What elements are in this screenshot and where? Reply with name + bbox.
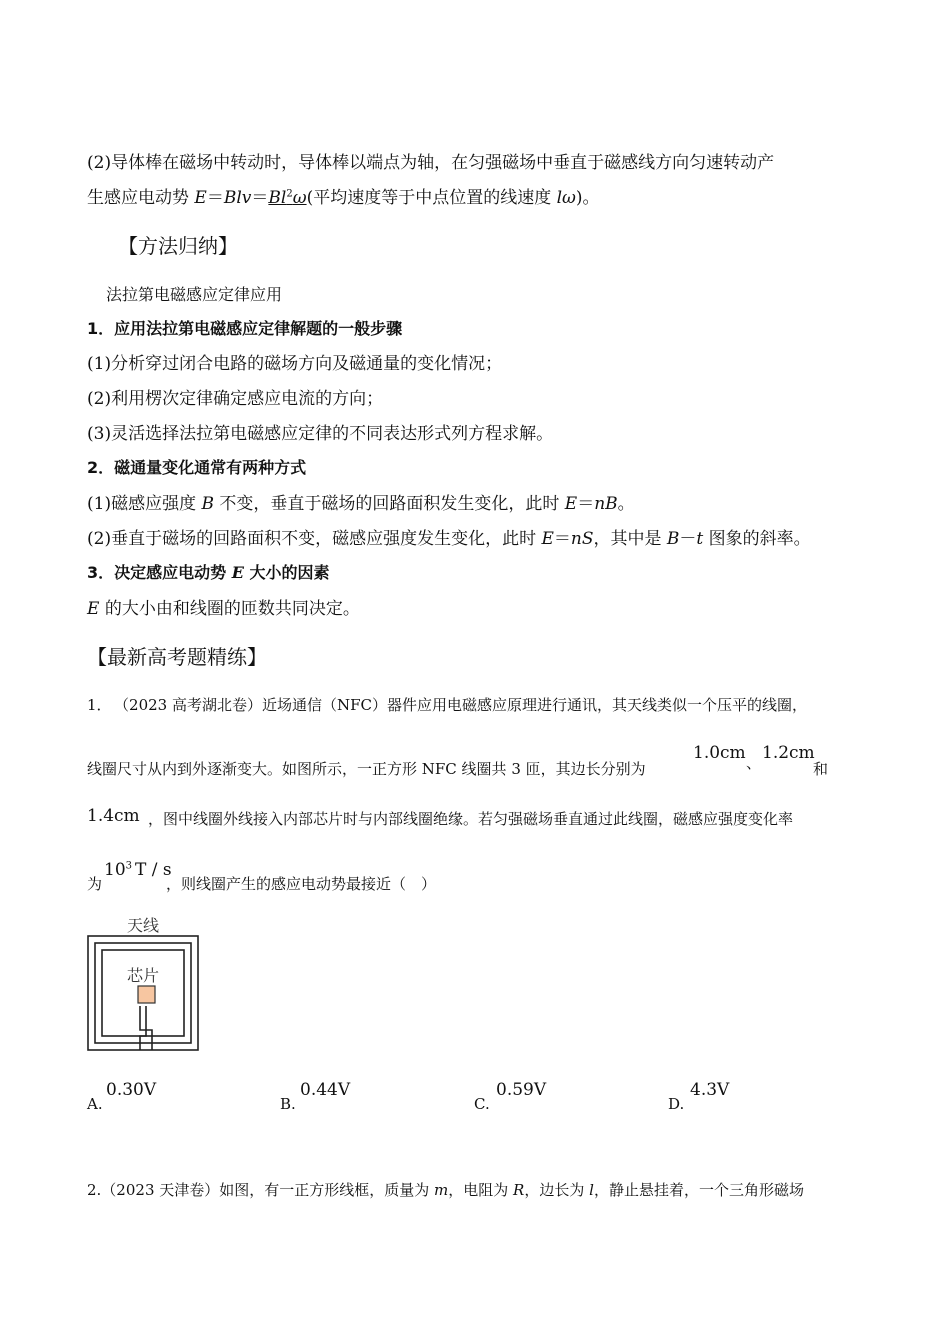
rate-unit: T / s [135, 860, 172, 880]
q1-value-1: 1.0cm [693, 743, 746, 763]
text: 2.（2023 天津卷）如图，有一正方形线框，质量为 [87, 1181, 435, 1199]
text: （2023 高考湖北卷）近场通信（NFC）器件应用电磁感应原理进行通讯，其天线类似一个压平的线圈， [121, 696, 808, 714]
var-lomega: lω [556, 188, 576, 208]
var-t: t [696, 529, 704, 549]
flux-line-1 [87, 489, 635, 514]
var-R: R [513, 1181, 525, 1199]
question-number: 1． [87, 696, 112, 714]
var-E: E [541, 529, 554, 549]
var-B: B [201, 494, 214, 514]
factor-line [87, 594, 360, 619]
option-d-letter[interactable]: D. [668, 1095, 685, 1113]
figure-label-chip: 芯片 [127, 966, 160, 985]
q1-rate [104, 860, 172, 880]
q1-sep: 、 [746, 754, 762, 772]
flux-heading: 2．磁通量变化通常有两种方式 [87, 458, 307, 477]
equals: ＝ [251, 188, 269, 208]
var-Blv: Blv [223, 188, 252, 208]
rate-exponent: 3 [125, 860, 133, 872]
figure-label-antenna: 天线 [127, 916, 160, 935]
var-l: l [589, 1181, 594, 1199]
text: (1)磁感应强度 [87, 494, 202, 514]
rotation-line-2 [87, 183, 600, 208]
exponent: 2 [286, 188, 293, 200]
option-a-letter[interactable]: A. [87, 1095, 103, 1113]
var-E: E [87, 599, 100, 619]
equals: ＝ [206, 188, 224, 208]
text: 大小的因素 [243, 563, 330, 582]
text: )。 [575, 188, 600, 208]
text: (2)垂直于磁场的回路面积不变，磁感应强度发生变化，此时 [87, 529, 542, 549]
text: ，其中是 [593, 529, 667, 549]
option-b-letter[interactable]: B. [280, 1095, 296, 1113]
q1-line-1 [87, 694, 807, 715]
q1-value-3: 1.4cm [87, 806, 140, 826]
steps-heading: 1．应用法拉第电磁感应定律解题的一般步骤 [87, 319, 403, 338]
text: ，电阻为 [448, 1181, 514, 1199]
minus: － [679, 529, 697, 549]
text: 图象的斜率。 [703, 529, 811, 549]
q1-value-2: 1.2cm [762, 743, 815, 763]
var-Bl: Bl [268, 188, 287, 208]
text: 。 [617, 494, 635, 514]
text: ，边长为 [524, 1181, 590, 1199]
step-1: (1)分析穿过闭合电路的磁场方向及磁通量的变化情况； [87, 354, 503, 374]
var-B: B [666, 529, 680, 549]
method-heading: 【方法归纳】 [118, 234, 238, 258]
formula-blank [268, 188, 306, 208]
factor-heading [87, 560, 330, 583]
text: ，静止悬挂着，一个三角形磁场 [593, 1181, 804, 1199]
rate-base: 10 [104, 860, 126, 880]
text: (平均速度等于中点位置的线速度 [306, 188, 557, 208]
q1-and: 和 [813, 760, 829, 778]
equals: ＝ [553, 529, 571, 549]
var-nS: nS [570, 529, 594, 549]
exam-heading: 【最新高考题精练】 [87, 645, 267, 669]
step-3: (3)灵活选择法拉第电磁感应定律的不同表达形式列方程求解。 [87, 424, 554, 444]
method-title: 法拉第电磁感应定律应用 [106, 285, 283, 304]
text: 不变，垂直于磁场的回路面积发生变化，此时 [213, 494, 565, 514]
var-nB: nB [594, 494, 618, 514]
text: 的大小由和线圈的匝数共同决定。 [99, 599, 360, 619]
q2-line-1 [87, 1179, 804, 1200]
option-a-value[interactable]: 0.30V [106, 1080, 157, 1100]
var-omega: ω [292, 188, 307, 208]
var-E: E [231, 563, 244, 582]
option-b-value[interactable]: 0.44V [300, 1080, 351, 1100]
text: 3．决定感应电动势 [87, 563, 232, 582]
chip-square [138, 986, 155, 1003]
text: 生感应电动势 [87, 188, 195, 208]
rotation-line-1: (2)导体棒在磁场中转动时，导体棒以端点为轴，在匀强磁场中垂直于磁感线方向匀速转动产 [87, 153, 775, 173]
var-E: E [194, 188, 207, 208]
equals: ＝ [577, 494, 595, 514]
q1-line-3: ，图中线圈外线接入内部芯片时与内部线圈绝缘。若匀强磁场垂直通过此线圈，磁感应强度变化率 [148, 810, 794, 828]
option-c-value[interactable]: 0.59V [496, 1080, 547, 1100]
q1-line-4-post: ，则线圈产生的感应电动势最接近（ ） [166, 875, 437, 893]
option-d-value[interactable]: 4.3V [690, 1080, 730, 1100]
option-c-letter[interactable]: C. [474, 1095, 490, 1113]
step-2: (2)利用楞次定律确定感应电流的方向； [87, 389, 384, 409]
q1-line-4-pre: 为 [87, 875, 103, 893]
var-m: m [434, 1181, 449, 1199]
q1-line-2: 线圈尺寸从内到外逐渐变大。如图所示，一正方形 NFC 线圈共 3 匝，其边长分别为 [87, 760, 646, 778]
flux-line-2 [87, 524, 811, 549]
var-E: E [564, 494, 578, 514]
